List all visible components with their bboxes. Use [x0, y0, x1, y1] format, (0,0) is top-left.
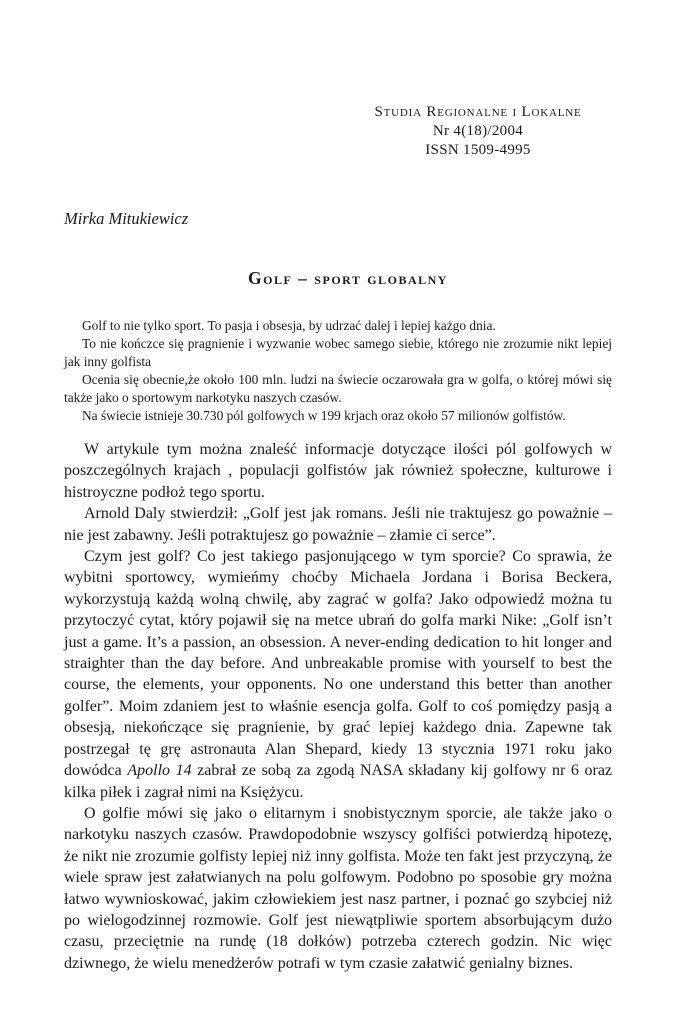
body-paragraph: W artykule tym można znaleść informacje dotyczące ilości pól golfowych w poszczególnych krajach , populacji golfistów jak również społeczne, kulturowe i histroyczne podłoż tego sportu. — [64, 441, 612, 501]
mission-name: Apollo 14 — [127, 762, 192, 780]
body-paragraph — [64, 546, 612, 803]
body-paragraph: O golfie mówi się jako o elitarnym i snobistycznym sporcie, ale także jako o narkotyku naszych czasów. Prawdopodobnie wszyscy golfiści potwierdzą hipotezę, że nikt nie zrozumie golfisty lepiej niż inny golfista. Może ten fakt jest przyczyną, że wiele spraw jest załatwianych na polu golfowym. Podobno po sposobie gry można łatwo wywnioskować, jakim człowiekiem jest nasz partner, i poznać go szybciej niż po wielogodzinnej rozmowie. Golf jest niewątpliwie sportem absorbującym dużo czasu, przeciętnie na rundę (18 dołków) potrzeba czterech godzin. Nic więc dziwnego, że wielu menedżerów potrafi w tym czasie załatwić genialny biznes. — [64, 804, 612, 972]
abstract-paragraph: To nie kończce się pragnienie i wyzwanie wobec samego siebie, którego nie zrozumie nikt lepiej jak inny golfista — [64, 336, 612, 369]
author-name: Mirka Mitukiewicz — [64, 209, 189, 228]
abstract-paragraph: Ocenia się obecnie,że około 100 mln. ludzi na świecie oczarowała gra w golfa, o której mówi się także jako o sportowym narkotyku naszych czasów. — [64, 372, 612, 405]
journal-issn: ISSN 1509-4995 — [425, 142, 531, 158]
journal-issue: Nr 4(18)/2004 — [432, 123, 524, 139]
journal-header — [348, 103, 608, 160]
article-title: Golf – sport globalny — [248, 268, 448, 288]
body-text-run: Czym jest golf? Co jest takiego pasjonującego w tym sporcie? Co sprawia, że wybitni sportowcy, wymieńmy choćby Michaela Jordana i Borisa Beckera, wykorzystują każdą wolną chwilę, aby zagrać w golfa? Jako odpowiedź można tu przytoczyć cytat, który pojawił się na metce ubrań do golfa marki Nike: „Golf isn’t just a game. It’s a passion, an obsession. A never-ending dedication to hit longer and straighter than the day before. And unbreakable promise with yourself to best the course, the elements, your opponents. No one understand this better than another golfer”. Moim zdaniem jest to właśnie esencja golfa. Golf to coś pomiędzy pasją a obsesją, niekończące się pragnienie, by grać lepiej każdego dnia. Zapewne tak postrzegał tę grę astronauta Alan Shepard, kiedy 13 stycznia 1971 roku jako dowódca — [64, 548, 612, 780]
article-body — [64, 439, 612, 974]
abstract — [64, 317, 612, 425]
abstract-paragraph: Na świecie istnieje 30.730 pól golfowych w 199 krjach oraz około 57 milionów golfistów. — [82, 408, 566, 423]
body-text-run: zabrał ze sobą za zgodą NASA składany kij golfowy nr 6 oraz kilka piłek i zagrał nimi na Księżycu. — [64, 762, 613, 801]
body-paragraph: Arnold Daly stwierdził: „Golf jest jak romans. Jeśli nie traktujesz go poważnie – nie jest zabawny. Jeśli potraktujesz go poważnie – złamie ci serce”. — [64, 505, 612, 544]
journal-title: Studia Regionalne i Lokalne — [374, 104, 582, 120]
abstract-paragraph: Golf to nie tylko sport. To pasja i obsesja, by udrzać dalej i lepiej każgo dnia. — [82, 318, 496, 333]
